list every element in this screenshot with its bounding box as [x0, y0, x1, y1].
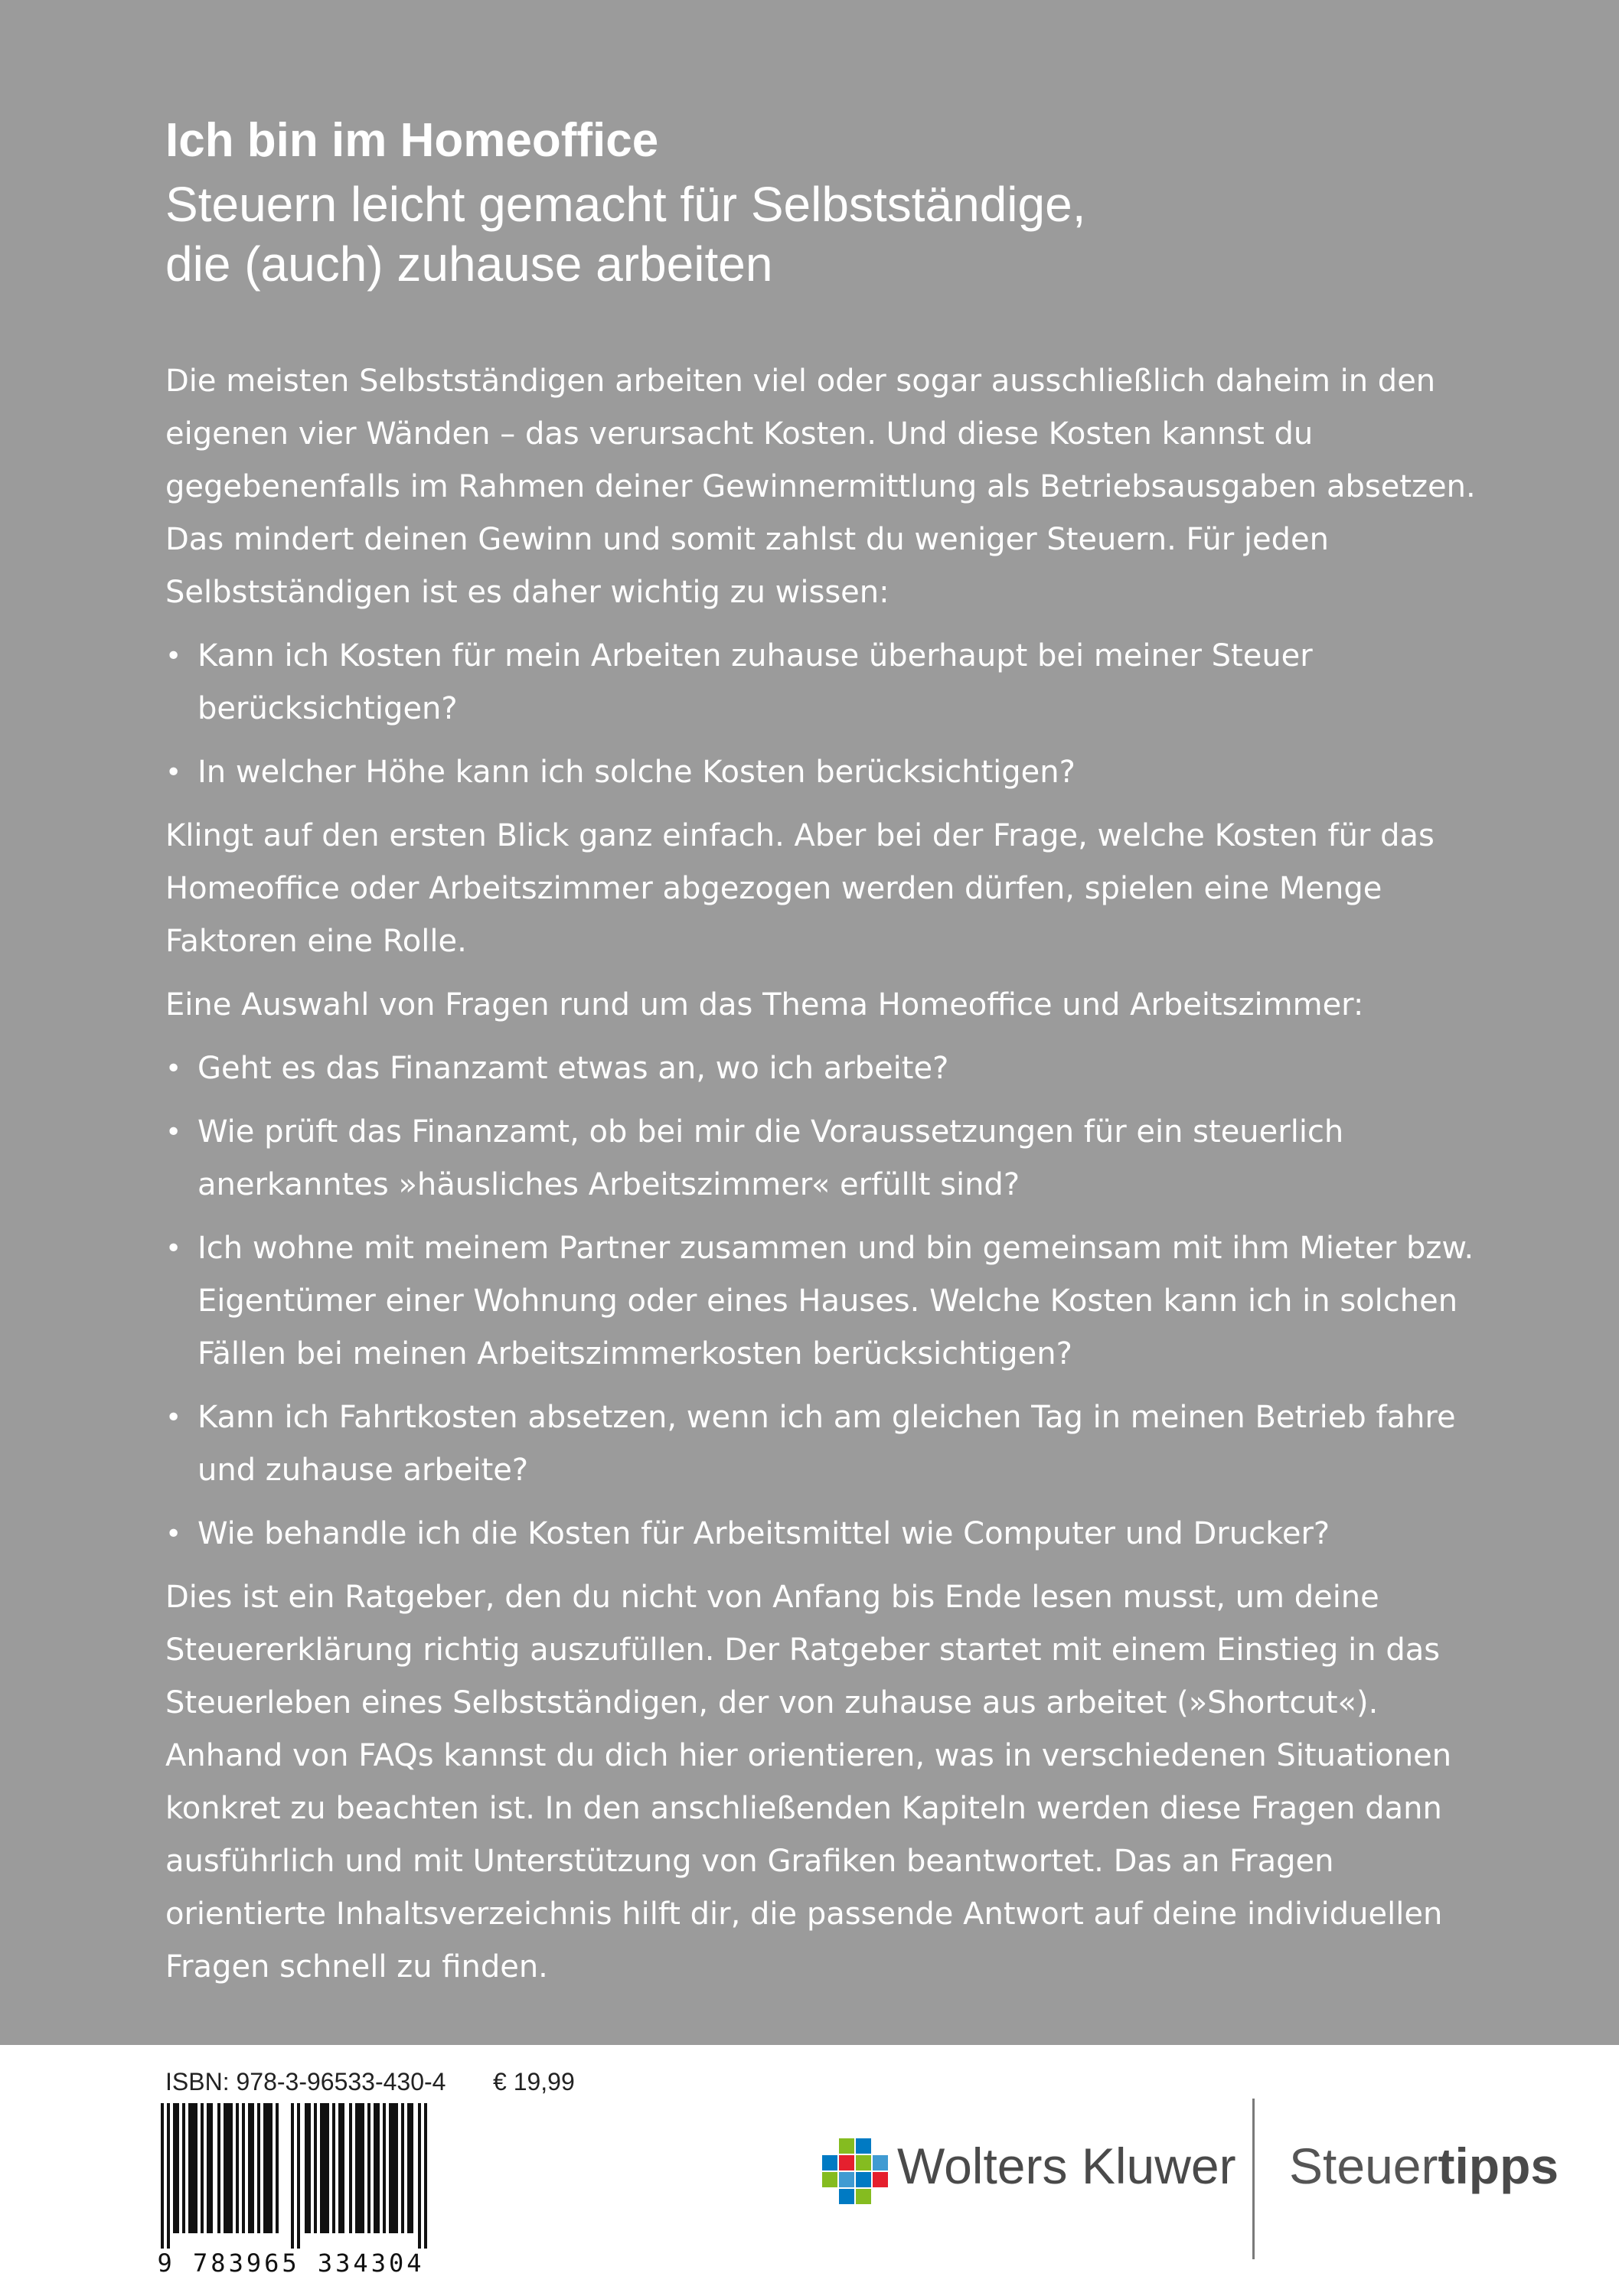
list-item: • In welcher Höhe kann ich solche Kosten berücksichtigen?: [165, 746, 1482, 799]
closing-paragraph: Dies ist ein Ratgeber, den du nicht von Anfang bis Ende lesen musst, um deine Steuererklärung richtig auszufüllen. Der Ratgeber startet mit einem Einstieg in das Steuerleben eines Selbstständigen, der von zuhause aus arbeitet (»Shortcut«). Anhand von FAQs kannst du dich hier orientieren, was in verschiedenen Situationen konkret zu beachten ist. In den anschließenden Kapiteln werden diese Fragen dann ausführlich und mit Unterstützung von Grafiken beantwortet. Das an Fragen orientierte Inhaltsverzeichnis hilft dir, die passende Antwort auf deine individuellen Fragen schnell zu finden.: [165, 1580, 1452, 1985]
selection-questions-list: [165, 1042, 1482, 1561]
book-subtitle: [165, 174, 1482, 294]
back-cover-content: [165, 107, 1482, 2004]
subtitle-line: Steuern leicht gemacht für Selbstständige,: [165, 177, 1086, 232]
intro-paragraph: Die meisten Selbstständigen arbeiten viel oder sogar ausschließlich daheim in den eigenen vier Wänden – das verursacht Kosten. Und diese Kosten kannst du gegebenenfalls im Rahmen deiner Gewinnermittlung als Betriebsausgaben absetzen. Das mindert deinen Gewinn und somit zahlst du weniger Steuern. Für jeden Selbstständigen ist es daher wichtig zu wissen:: [165, 364, 1476, 610]
price-label: € 19,99: [493, 2068, 575, 2095]
key-questions-list: [165, 630, 1482, 799]
book-title: Ich bin im Homeoffice: [165, 114, 659, 167]
list-item: • Wie prüft das Finanzamt, ob bei mir die Voraussetzungen für ein steuerlich anerkanntes »häusliches Arbeitszimmer« erfüllt sind?: [165, 1106, 1482, 1212]
series-name-bold: tipps: [1438, 2138, 1559, 2194]
brand-divider: [1252, 2099, 1255, 2259]
selection-intro: Eine Auswahl von Fragen rund um das Thema Homeoffice und Arbeitszimmer:: [165, 987, 1364, 1022]
series-name-light: Steuer: [1289, 2138, 1438, 2194]
list-item: • Kann ich Fahrtkosten absetzen, wenn ich am gleichen Tag in meinen Betrieb fahre und zuhause arbeite?: [165, 1391, 1482, 1497]
publisher-name: Wolters Kluwer: [897, 2138, 1236, 2194]
list-item: • Kann ich Kosten für mein Arbeiten zuhause überhaupt bei meiner Steuer berücksichtigen?: [165, 630, 1482, 735]
list-item: • Geht es das Finanzamt etwas an, wo ich arbeite?: [165, 1042, 1482, 1095]
list-item: • Ich wohne mit meinem Partner zusammen und bin gemeinsam mit ihm Mieter bzw. Eigentümer einer Wohnung oder eines Hauses. Welche Kosten kann ich in solchen Fällen bei meinen Arbeitszimmerkosten berücksichtigen?: [165, 1222, 1482, 1381]
barcode-number: 9 783965 334304: [157, 2249, 425, 2278]
wolters-kluwer-logo-icon: [811, 2135, 896, 2219]
barcode-icon: [161, 2103, 430, 2249]
list-item: • Wie behandle ich die Kosten für Arbeitsmittel wie Computer und Drucker?: [165, 1508, 1482, 1561]
subtitle-line: die (auch) zuhause arbeiten: [165, 236, 773, 292]
transition-paragraph: Klingt auf den ersten Blick ganz einfach. Aber bei der Frage, welche Kosten für das Homeoffice oder Arbeitszimmer abgezogen werden dürfen, spielen eine Menge Faktoren eine Rolle.: [165, 818, 1435, 959]
blurb: [165, 355, 1482, 1994]
isbn-label: ISBN: 978-3-96533-430-4: [165, 2068, 446, 2095]
series-name: [1289, 2137, 1559, 2195]
footer-strip: [0, 2045, 1619, 2296]
